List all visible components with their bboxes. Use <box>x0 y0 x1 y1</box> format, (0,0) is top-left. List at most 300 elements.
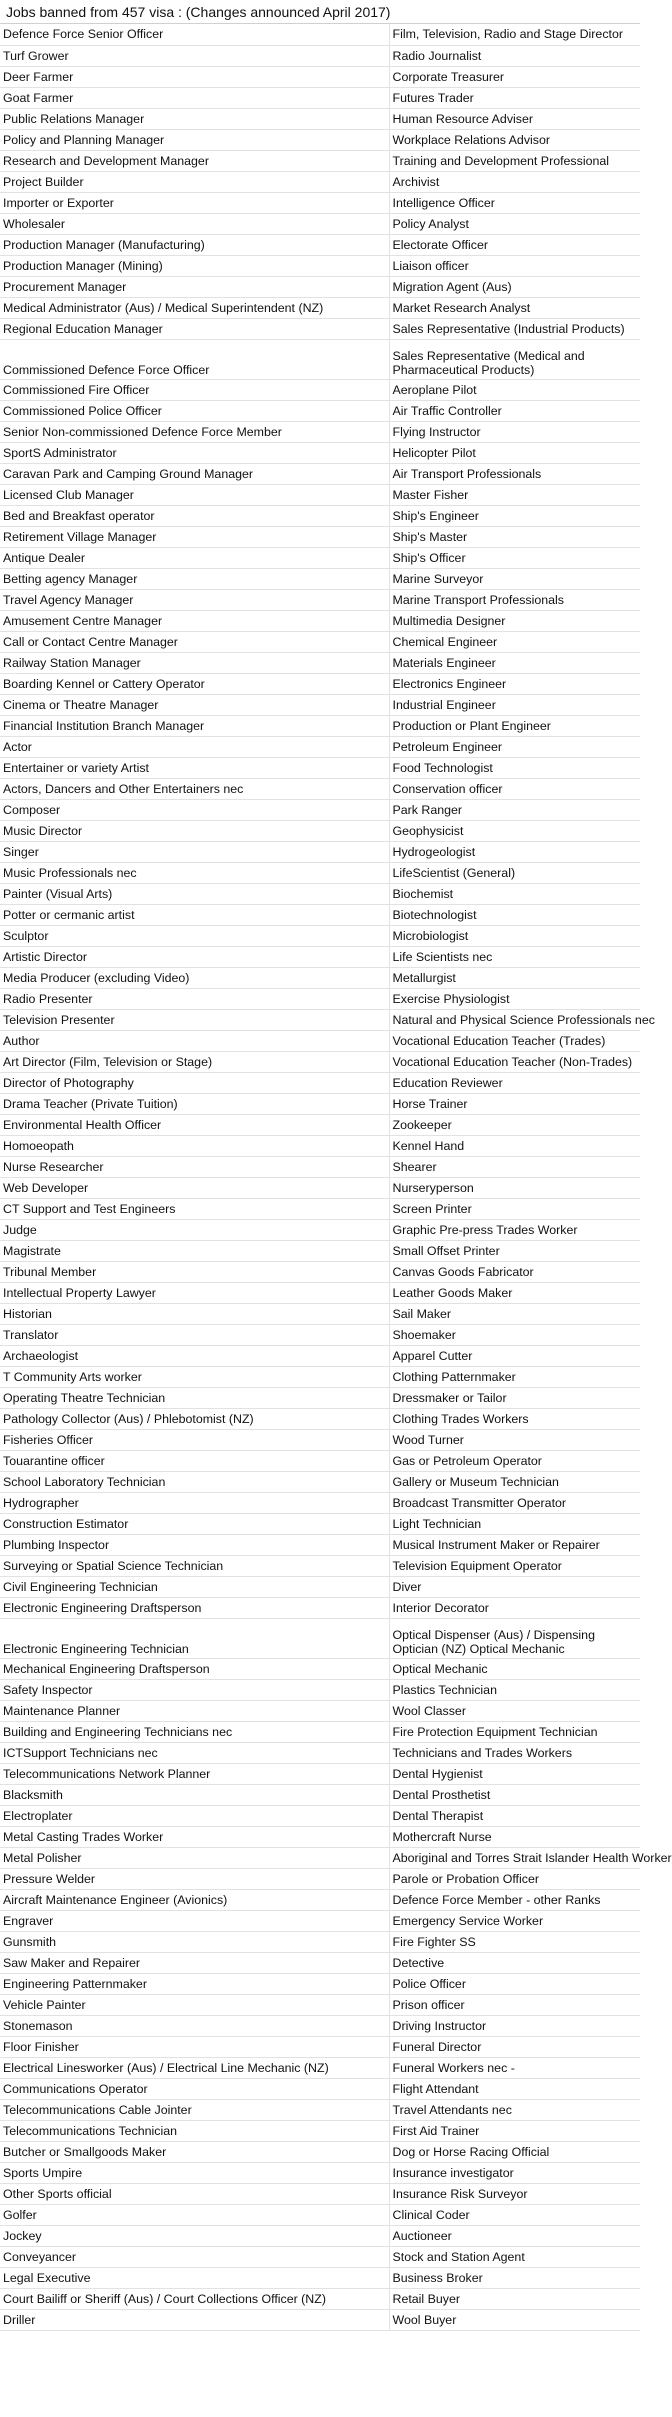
job-title-cell: Sales Representative (Industrial Products) <box>389 318 640 339</box>
table-row <box>0 1910 640 1931</box>
job-title-cell: Gallery or Museum Technician <box>389 1471 640 1492</box>
table-row <box>0 1471 640 1492</box>
job-title-cell: Turf Grower <box>0 45 389 66</box>
job-title-cell: SportS Administrator <box>0 442 389 463</box>
job-title-cell: Mothercraft Nurse <box>389 1826 640 1847</box>
table-row <box>0 1114 640 1135</box>
job-title-cell: Retail Buyer <box>389 2288 640 2309</box>
table-row <box>0 2141 640 2162</box>
table-row <box>0 213 640 234</box>
job-title-cell: Safety Inspector <box>0 1679 389 1700</box>
job-title-cell: Auctioneer <box>389 2225 640 2246</box>
job-title-cell: Aircraft Maintenance Engineer (Avionics) <box>0 1889 389 1910</box>
job-title-cell: Flight Attendant <box>389 2078 640 2099</box>
job-title-cell: Education Reviewer <box>389 1072 640 1093</box>
job-title-cell: Travel Attendants nec <box>389 2099 640 2120</box>
table-row <box>0 1177 640 1198</box>
job-title-cell: Chemical Engineer <box>389 631 640 652</box>
job-title-cell: Plumbing Inspector <box>0 1534 389 1555</box>
table-row <box>0 526 640 547</box>
table-row <box>0 1679 640 1700</box>
table-row <box>0 1931 640 1952</box>
job-title-cell: Ship's Officer <box>389 547 640 568</box>
job-title-cell: Magistrate <box>0 1240 389 1261</box>
job-title-cell: Liaison officer <box>389 255 640 276</box>
job-title-cell: T Community Arts worker <box>0 1366 389 1387</box>
job-title-cell: Actors, Dancers and Other Entertainers nec <box>0 778 389 799</box>
job-title-cell: Human Resource Adviser <box>389 108 640 129</box>
table-row <box>0 1135 640 1156</box>
job-title-cell: Dog or Horse Racing Official <box>389 2141 640 2162</box>
table-row <box>0 192 640 213</box>
job-title-cell: Multimedia Designer <box>389 610 640 631</box>
job-title-cell: Wool Classer <box>389 1700 640 1721</box>
job-title-cell: Life Scientists nec <box>389 946 640 967</box>
job-title-cell: Emergency Service Worker <box>389 1910 640 1931</box>
table-row <box>0 1847 640 1868</box>
job-title-cell: Sports Umpire <box>0 2162 389 2183</box>
table-row <box>0 2120 640 2141</box>
table-row <box>0 339 640 379</box>
job-title-cell: Potter or cermanic artist <box>0 904 389 925</box>
table-row <box>0 1240 640 1261</box>
job-title-cell: Graphic Pre-press Trades Worker <box>389 1219 640 1240</box>
job-title-cell: Actor <box>0 736 389 757</box>
job-title-cell: Microbiologist <box>389 925 640 946</box>
table-row <box>0 24 640 45</box>
job-title-cell: Maintenance Planner <box>0 1700 389 1721</box>
job-title-cell: Air Transport Professionals <box>389 463 640 484</box>
job-title-cell: School Laboratory Technician <box>0 1471 389 1492</box>
table-row <box>0 1156 640 1177</box>
table-row <box>0 318 640 339</box>
table-row <box>0 1700 640 1721</box>
job-title-cell: Mechanical Engineering Draftsperson <box>0 1658 389 1679</box>
job-title-cell: Materials Engineer <box>389 652 640 673</box>
job-title-cell: Funeral Director <box>389 2036 640 2057</box>
table-row <box>0 1597 640 1618</box>
table-row <box>0 1576 640 1597</box>
job-title-cell: Antique Dealer <box>0 547 389 568</box>
job-title-cell: Driving Instructor <box>389 2015 640 2036</box>
table-row <box>0 2267 640 2288</box>
job-title-cell: Market Research Analyst <box>389 297 640 318</box>
job-title-cell: Homoeopath <box>0 1135 389 1156</box>
job-title-cell: Prison officer <box>389 1994 640 2015</box>
job-title-cell: Migration Agent (Aus) <box>389 276 640 297</box>
job-title-cell: Geophysicist <box>389 820 640 841</box>
table-row <box>0 1345 640 1366</box>
job-title-cell: Air Traffic Controller <box>389 400 640 421</box>
job-title-cell: Sales Representative (Medical and Pharmaceutical Products) <box>389 339 640 379</box>
job-title-cell: Clothing Patternmaker <box>389 1366 640 1387</box>
job-title-cell: Pressure Welder <box>0 1868 389 1889</box>
job-title-cell: Light Technician <box>389 1513 640 1534</box>
job-title-cell: Business Broker <box>389 2267 640 2288</box>
job-title-cell: Police Officer <box>389 1973 640 1994</box>
job-title-cell: Metal Polisher <box>0 1847 389 1868</box>
job-title-cell: Marine Surveyor <box>389 568 640 589</box>
job-title-cell: Aboriginal and Torres Strait Islander Health Worker <box>389 1847 640 1868</box>
job-title-cell: Drama Teacher (Private Tuition) <box>0 1093 389 1114</box>
job-title-cell: Amusement Centre Manager <box>0 610 389 631</box>
table-row <box>0 45 640 66</box>
job-title-cell: Hydrographer <box>0 1492 389 1513</box>
job-title-cell: Touarantine officer <box>0 1450 389 1471</box>
job-title-cell: Court Bailiff or Sheriff (Aus) / Court Collections Officer (NZ) <box>0 2288 389 2309</box>
job-title-cell: Production or Plant Engineer <box>389 715 640 736</box>
table-row <box>0 2162 640 2183</box>
job-title-cell: Screen Printer <box>389 1198 640 1219</box>
table-row <box>0 1721 640 1742</box>
job-title-cell: Stonemason <box>0 2015 389 2036</box>
table-row <box>0 988 640 1009</box>
job-title-cell: Dental Hygienist <box>389 1763 640 1784</box>
table-row <box>0 463 640 484</box>
job-title-cell: Cinema or Theatre Manager <box>0 694 389 715</box>
job-title-cell: Medical Administrator (Aus) / Medical Superintendent (NZ) <box>0 297 389 318</box>
table-row <box>0 1072 640 1093</box>
table-row <box>0 1030 640 1051</box>
job-title-cell: Travel Agency Manager <box>0 589 389 610</box>
job-title-cell: Sculptor <box>0 925 389 946</box>
sheet-title: Jobs banned from 457 visa : (Changes announced April 2017) <box>0 0 640 24</box>
job-title-cell: Tribunal Member <box>0 1261 389 1282</box>
job-title-cell: Regional Education Manager <box>0 318 389 339</box>
job-title-cell: Operating Theatre Technician <box>0 1387 389 1408</box>
job-title-cell: Betting agency Manager <box>0 568 389 589</box>
table-row <box>0 505 640 526</box>
job-title-cell: Interior Decorator <box>389 1597 640 1618</box>
table-row <box>0 2183 640 2204</box>
table-row <box>0 2309 640 2330</box>
job-title-cell: Metallurgist <box>389 967 640 988</box>
job-title-cell: Television Presenter <box>0 1009 389 1030</box>
job-title-cell: Telecommunications Technician <box>0 2120 389 2141</box>
job-title-cell: CT Support and Test Engineers <box>0 1198 389 1219</box>
job-title-cell: Helicopter Pilot <box>389 442 640 463</box>
job-title-cell: Music Director <box>0 820 389 841</box>
table-row <box>0 66 640 87</box>
job-title-cell: Ship's Master <box>389 526 640 547</box>
table-row <box>0 400 640 421</box>
table-row <box>0 1973 640 1994</box>
table-row <box>0 1051 640 1072</box>
table-row <box>0 150 640 171</box>
table-row <box>0 1261 640 1282</box>
table-row <box>0 568 640 589</box>
table-row <box>0 421 640 442</box>
job-title-cell: Conveyancer <box>0 2246 389 2267</box>
table-row <box>0 2078 640 2099</box>
table-row <box>0 2036 640 2057</box>
job-title-cell: Historian <box>0 1303 389 1324</box>
job-title-cell: Senior Non-commissioned Defence Force Member <box>0 421 389 442</box>
table-row <box>0 171 640 192</box>
job-title-cell: Policy Analyst <box>389 213 640 234</box>
job-title-cell: Park Ranger <box>389 799 640 820</box>
job-title-cell: Natural and Physical Science Professionals nec <box>389 1009 640 1030</box>
table-row <box>0 1450 640 1471</box>
job-title-cell: Boarding Kennel or Cattery Operator <box>0 673 389 694</box>
table-row <box>0 1303 640 1324</box>
job-title-cell: Art Director (Film, Television or Stage) <box>0 1051 389 1072</box>
table-row <box>0 1513 640 1534</box>
table-row <box>0 652 640 673</box>
job-title-cell: Archaeologist <box>0 1345 389 1366</box>
table-row <box>0 2204 640 2225</box>
table-row <box>0 484 640 505</box>
table-row <box>0 1555 640 1576</box>
job-title-cell: Archivist <box>389 171 640 192</box>
job-title-cell: Wool Buyer <box>389 2309 640 2330</box>
job-title-cell: Insurance Risk Surveyor <box>389 2183 640 2204</box>
job-title-cell: Canvas Goods Fabricator <box>389 1261 640 1282</box>
job-title-cell: Funeral Workers nec - <box>389 2057 640 2078</box>
table-row <box>0 1742 640 1763</box>
job-title-cell: Fire Protection Equipment Technician <box>389 1721 640 1742</box>
job-title-cell: Biotechnologist <box>389 904 640 925</box>
job-title-cell: Horse Trainer <box>389 1093 640 1114</box>
job-title-cell: Driller <box>0 2309 389 2330</box>
table-row <box>0 904 640 925</box>
job-title-cell: Metal Casting Trades Worker <box>0 1826 389 1847</box>
job-title-cell: Hydrogeologist <box>389 841 640 862</box>
table-row <box>0 736 640 757</box>
job-title-cell: Defence Force Member - other Ranks <box>389 1889 640 1910</box>
job-title-cell: Dressmaker or Tailor <box>389 1387 640 1408</box>
job-title-cell: Nurseryperson <box>389 1177 640 1198</box>
job-title-cell: Electorate Officer <box>389 234 640 255</box>
job-title-cell: Telecommunications Network Planner <box>0 1763 389 1784</box>
job-title-cell: Financial Institution Branch Manager <box>0 715 389 736</box>
job-title-cell: Surveying or Spatial Science Technician <box>0 1555 389 1576</box>
table-row <box>0 820 640 841</box>
table-row <box>0 1093 640 1114</box>
table-row <box>0 255 640 276</box>
table-row <box>0 673 640 694</box>
job-title-cell: Wood Turner <box>389 1429 640 1450</box>
job-title-cell: Research and Development Manager <box>0 150 389 171</box>
job-title-cell: Environmental Health Officer <box>0 1114 389 1135</box>
job-title-cell: Biochemist <box>389 883 640 904</box>
job-title-cell: Optical Dispenser (Aus) / Dispensing Optician (NZ) Optical Mechanic <box>389 1618 640 1658</box>
table-row <box>0 967 640 988</box>
table-row <box>0 1366 640 1387</box>
job-title-cell: Production Manager (Manufacturing) <box>0 234 389 255</box>
job-title-cell: Exercise Physiologist <box>389 988 640 1009</box>
table-row <box>0 610 640 631</box>
job-title-cell: Music Professionals nec <box>0 862 389 883</box>
table-row <box>0 1429 640 1450</box>
job-title-cell: Construction Estimator <box>0 1513 389 1534</box>
table-row <box>0 1219 640 1240</box>
job-title-cell: Communications Operator <box>0 2078 389 2099</box>
job-title-cell: Apparel Cutter <box>389 1345 640 1366</box>
job-title-cell: Composer <box>0 799 389 820</box>
table-row <box>0 757 640 778</box>
table-row <box>0 1534 640 1555</box>
job-title-cell: Industrial Engineer <box>389 694 640 715</box>
job-title-cell: Shearer <box>389 1156 640 1177</box>
table-row <box>0 1324 640 1345</box>
table-row <box>0 1868 640 1889</box>
job-title-cell: Artistic Director <box>0 946 389 967</box>
job-title-cell: Policy and Planning Manager <box>0 129 389 150</box>
job-title-cell: Author <box>0 1030 389 1051</box>
table-row <box>0 631 640 652</box>
job-title-cell: Deer Farmer <box>0 66 389 87</box>
table-row <box>0 1952 640 1973</box>
job-title-cell: Electronics Engineer <box>389 673 640 694</box>
job-title-cell: Goat Farmer <box>0 87 389 108</box>
jobs-table <box>0 24 672 2331</box>
job-title-cell: Master Fisher <box>389 484 640 505</box>
job-title-cell: Food Technologist <box>389 757 640 778</box>
job-title-cell: Aeroplane Pilot <box>389 379 640 400</box>
job-title-cell: Commissioned Police Officer <box>0 400 389 421</box>
table-row <box>0 1763 640 1784</box>
job-title-cell: Wholesaler <box>0 213 389 234</box>
job-title-cell: Legal Executive <box>0 2267 389 2288</box>
table-row <box>0 1805 640 1826</box>
job-title-cell: Training and Development Professional <box>389 150 640 171</box>
table-row <box>0 276 640 297</box>
job-title-cell: Radio Presenter <box>0 988 389 1009</box>
job-title-cell: Commissioned Fire Officer <box>0 379 389 400</box>
job-title-cell: Film, Television, Radio and Stage Director <box>389 24 640 45</box>
job-title-cell: Civil Engineering Technician <box>0 1576 389 1597</box>
job-title-cell: Fire Fighter SS <box>389 1931 640 1952</box>
table-row <box>0 2225 640 2246</box>
job-title-cell: Intelligence Officer <box>389 192 640 213</box>
job-title-cell: Workplace Relations Advisor <box>389 129 640 150</box>
table-row <box>0 1009 640 1030</box>
table-row <box>0 1387 640 1408</box>
table-row <box>0 589 640 610</box>
job-title-cell: Dental Therapist <box>389 1805 640 1826</box>
job-title-cell: Saw Maker and Repairer <box>0 1952 389 1973</box>
job-title-cell: Railway Station Manager <box>0 652 389 673</box>
job-title-cell: Musical Instrument Maker or Repairer <box>389 1534 640 1555</box>
job-title-cell: First Aid Trainer <box>389 2120 640 2141</box>
table-row <box>0 715 640 736</box>
table-row <box>0 2015 640 2036</box>
table-row <box>0 1658 640 1679</box>
table-row <box>0 379 640 400</box>
job-title-cell: Intellectual Property Lawyer <box>0 1282 389 1303</box>
job-title-cell: Bed and Breakfast operator <box>0 505 389 526</box>
table-row <box>0 778 640 799</box>
job-title-cell: Defence Force Senior Officer <box>0 24 389 45</box>
job-title-cell: ICTSupport Technicians nec <box>0 1742 389 1763</box>
table-row <box>0 925 640 946</box>
job-title-cell: Telecommunications Cable Jointer <box>0 2099 389 2120</box>
table-row <box>0 799 640 820</box>
job-title-cell: Electronic Engineering Technician <box>0 1618 389 1658</box>
table-row <box>0 1994 640 2015</box>
table-row <box>0 841 640 862</box>
job-title-cell: Insurance investigator <box>389 2162 640 2183</box>
table-row <box>0 1826 640 1847</box>
job-title-cell: Electrical Linesworker (Aus) / Electrical Line Mechanic (NZ) <box>0 2057 389 2078</box>
job-title-cell: Floor Finisher <box>0 2036 389 2057</box>
job-title-cell: Clinical Coder <box>389 2204 640 2225</box>
job-title-cell: Leather Goods Maker <box>389 1282 640 1303</box>
job-title-cell: Procurement Manager <box>0 276 389 297</box>
job-title-cell: Media Producer (excluding Video) <box>0 967 389 988</box>
job-title-cell: Jockey <box>0 2225 389 2246</box>
table-row <box>0 108 640 129</box>
table-row <box>0 1492 640 1513</box>
table-row <box>0 129 640 150</box>
job-title-cell: Web Developer <box>0 1177 389 1198</box>
table-row <box>0 946 640 967</box>
job-title-cell: Kennel Hand <box>389 1135 640 1156</box>
job-title-cell: Sail Maker <box>389 1303 640 1324</box>
job-title-cell: Importer or Exporter <box>0 192 389 213</box>
job-title-cell: Marine Transport Professionals <box>389 589 640 610</box>
job-title-cell: Vehicle Painter <box>0 1994 389 2015</box>
table-row <box>0 1408 640 1429</box>
job-title-cell: Electronic Engineering Draftsperson <box>0 1597 389 1618</box>
job-title-cell: Nurse Researcher <box>0 1156 389 1177</box>
table-row <box>0 1282 640 1303</box>
table-row <box>0 694 640 715</box>
job-title-cell: Futures Trader <box>389 87 640 108</box>
job-title-cell: Golfer <box>0 2204 389 2225</box>
job-title-cell: Petroleum Engineer <box>389 736 640 757</box>
job-title-cell: Director of Photography <box>0 1072 389 1093</box>
table-row <box>0 297 640 318</box>
job-title-cell: Parole or Probation Officer <box>389 1868 640 1889</box>
job-title-cell: Small Offset Printer <box>389 1240 640 1261</box>
table-row <box>0 547 640 568</box>
table-row <box>0 1618 640 1658</box>
job-title-cell: Electroplater <box>0 1805 389 1826</box>
table-row <box>0 1889 640 1910</box>
table-row <box>0 442 640 463</box>
job-title-cell: Flying Instructor <box>389 421 640 442</box>
job-title-cell: Shoemaker <box>389 1324 640 1345</box>
job-title-cell: Pathology Collector (Aus) / Phlebotomist (NZ) <box>0 1408 389 1429</box>
job-title-cell: Caravan Park and Camping Ground Manager <box>0 463 389 484</box>
table-row <box>0 87 640 108</box>
job-title-cell: Call or Contact Centre Manager <box>0 631 389 652</box>
job-title-cell: Painter (Visual Arts) <box>0 883 389 904</box>
job-title-cell: Judge <box>0 1219 389 1240</box>
job-title-cell: Dental Prosthetist <box>389 1784 640 1805</box>
job-title-cell: Zookeeper <box>389 1114 640 1135</box>
job-title-cell: Gas or Petroleum Operator <box>389 1450 640 1471</box>
job-title-cell: Entertainer or variety Artist <box>0 757 389 778</box>
job-title-cell: Optical Mechanic <box>389 1658 640 1679</box>
job-title-cell: Project Builder <box>0 171 389 192</box>
job-title-cell: Production Manager (Mining) <box>0 255 389 276</box>
job-title-cell: Building and Engineering Technicians nec <box>0 1721 389 1742</box>
table-row <box>0 1784 640 1805</box>
table-row <box>0 883 640 904</box>
job-title-cell: Other Sports official <box>0 2183 389 2204</box>
job-title-cell: Public Relations Manager <box>0 108 389 129</box>
job-title-cell: Corporate Treasurer <box>389 66 640 87</box>
table-row <box>0 2246 640 2267</box>
job-title-cell: Singer <box>0 841 389 862</box>
job-title-cell: Stock and Station Agent <box>389 2246 640 2267</box>
table-row <box>0 2057 640 2078</box>
job-title-cell: Blacksmith <box>0 1784 389 1805</box>
table-row <box>0 1198 640 1219</box>
